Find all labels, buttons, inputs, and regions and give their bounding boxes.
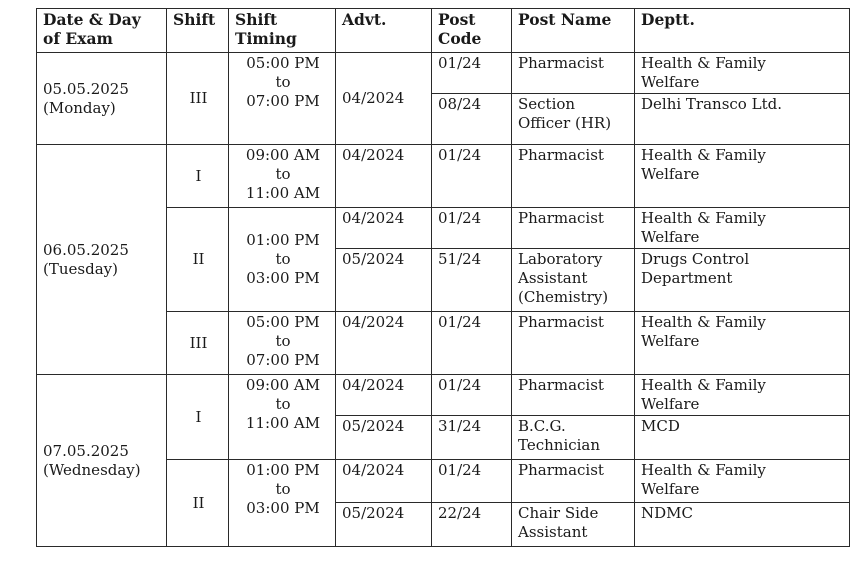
shift-cell: III	[167, 53, 229, 145]
post-code-cell: 01/24	[432, 53, 512, 94]
shift-timing-cell: 09:00 AM to 11:00 AM	[229, 375, 336, 460]
post-name-cell: Section Officer (HR)	[512, 94, 635, 145]
header-row	[37, 9, 850, 53]
advt-cell: 04/2024	[336, 208, 432, 249]
advt-cell: 04/2024	[336, 53, 432, 145]
shift-cell: I	[167, 145, 229, 208]
deptt-cell: Health & Family Welfare	[635, 375, 850, 416]
post-code-cell: 31/24	[432, 416, 512, 460]
shift-cell: II	[167, 208, 229, 312]
exam-date-cell: 05.05.2025 (Monday)	[37, 53, 167, 145]
deptt-cell: MCD	[635, 416, 850, 460]
post-name-cell: Pharmacist	[512, 145, 635, 208]
post-name-cell: Pharmacist	[512, 208, 635, 249]
header-advt: Advt.	[336, 9, 432, 53]
post-name-cell: Laboratory Assistant (Chemistry)	[512, 249, 635, 312]
exam-date-cell: 07.05.2025 (Wednesday)	[37, 375, 167, 547]
header-post-code: Post Code	[432, 9, 512, 53]
table-row	[37, 375, 850, 416]
advt-cell: 05/2024	[336, 249, 432, 312]
post-code-cell: 01/24	[432, 145, 512, 208]
header-deptt: Deptt.	[635, 9, 850, 53]
shift-timing-cell: 01:00 PM to 03:00 PM	[229, 208, 336, 312]
deptt-cell: Health & Family Welfare	[635, 208, 850, 249]
post-code-cell: 01/24	[432, 208, 512, 249]
post-code-cell: 01/24	[432, 312, 512, 375]
deptt-cell: NDMC	[635, 503, 850, 547]
deptt-cell: Drugs Control Department	[635, 249, 850, 312]
shift-timing-cell: 01:00 PM to 03:00 PM	[229, 460, 336, 547]
post-name-cell: B.C.G. Technician	[512, 416, 635, 460]
advt-cell: 04/2024	[336, 460, 432, 503]
deptt-cell: Health & Family Welfare	[635, 145, 850, 208]
post-code-cell: 01/24	[432, 460, 512, 503]
header-post-name: Post Name	[512, 9, 635, 53]
post-name-cell: Chair Side Assistant	[512, 503, 635, 547]
post-name-cell: Pharmacist	[512, 312, 635, 375]
advt-cell: 04/2024	[336, 312, 432, 375]
deptt-cell: Health & Family Welfare	[635, 53, 850, 94]
post-code-cell: 51/24	[432, 249, 512, 312]
table-row	[37, 145, 850, 208]
shift-cell: I	[167, 375, 229, 460]
deptt-cell: Health & Family Welfare	[635, 460, 850, 503]
post-code-cell: 08/24	[432, 94, 512, 145]
advt-cell: 05/2024	[336, 416, 432, 460]
post-name-cell: Pharmacist	[512, 460, 635, 503]
advt-cell: 04/2024	[336, 145, 432, 208]
deptt-cell: Delhi Transco Ltd.	[635, 94, 850, 145]
shift-cell: III	[167, 312, 229, 375]
header-timing: Shift Timing	[229, 9, 336, 53]
advt-cell: 05/2024	[336, 503, 432, 547]
header-date: Date & Day of Exam	[37, 9, 167, 53]
shift-timing-cell: 05:00 PM to 07:00 PM	[229, 312, 336, 375]
table-row	[37, 53, 850, 94]
post-code-cell: 22/24	[432, 503, 512, 547]
post-code-cell: 01/24	[432, 375, 512, 416]
shift-timing-cell: 05:00 PM to 07:00 PM	[229, 53, 336, 145]
exam-date-cell: 06.05.2025 (Tuesday)	[37, 145, 167, 375]
shift-cell: II	[167, 460, 229, 547]
deptt-cell: Health & Family Welfare	[635, 312, 850, 375]
exam-schedule-page	[36, 8, 850, 547]
exam-schedule-table	[36, 8, 850, 547]
shift-timing-cell: 09:00 AM to 11:00 AM	[229, 145, 336, 208]
post-name-cell: Pharmacist	[512, 53, 635, 94]
post-name-cell: Pharmacist	[512, 375, 635, 416]
header-shift: Shift	[167, 9, 229, 53]
advt-cell: 04/2024	[336, 375, 432, 416]
